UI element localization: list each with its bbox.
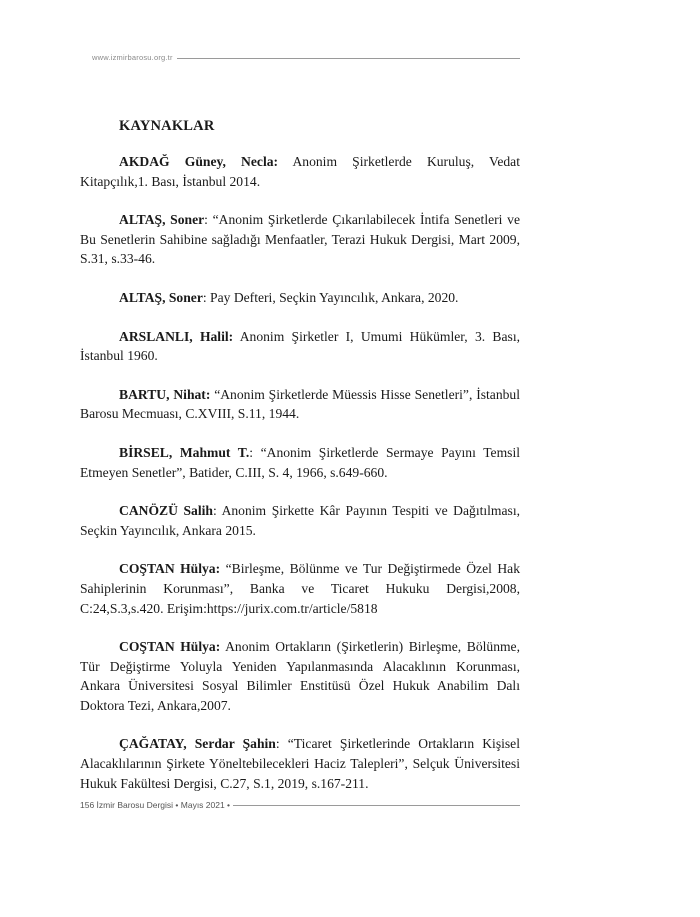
reference-text: Anonim Ortakların (Şirketlerin) Birleşme, Bölünme, Tür Değiştirme Yoluyla Yeniden Yapılanmasında Alacaklının Korunması, Ankara Üniversitesi Sosyal Bilimler Enstitüsü Özel Hukuk Anabilim Dalı Doktora Tezi, Ankara,2007. <box>80 639 520 713</box>
reference-item <box>80 443 520 482</box>
reference-author: ÇAĞATAY, Serdar Şahin <box>119 736 276 752</box>
reference-author: ARSLANLI, Halil: <box>119 328 234 344</box>
reference-author: CANÖZÜ Salih <box>119 503 213 519</box>
header-url: www.izmirbarosu.org.tr <box>92 53 173 62</box>
reference-author: ALTAŞ, Soner <box>119 212 205 228</box>
reference-item <box>80 152 520 191</box>
reference-text: Anonim Şirketler I, Umumi Hükümler, 3. Bası, İstanbul 1960. <box>80 328 520 364</box>
reference-author: ALTAŞ, Soner <box>119 289 203 305</box>
reference-item <box>80 734 520 793</box>
reference-text: : “Ticaret Şirketlerinde Ortakların Kişisel Alacaklılarının Şirkete Yöneltebilecekleri Haciz Talepleri”, Selçuk Üniversitesi Hukuk Fakültesi Dergisi, C.27, S.1, 2019, s.167-211. <box>80 736 520 791</box>
reference-item <box>80 385 520 424</box>
reference-item <box>80 327 520 366</box>
header-rule <box>177 58 520 59</box>
reference-text: : “Anonim Şirketlerde Sermaye Payını Temsil Etmeyen Senetler”, Batider, C.III, S. 4, 1966, s.649-660. <box>80 444 520 480</box>
reference-item <box>80 288 520 308</box>
reference-author: COŞTAN Hülya: <box>119 561 221 577</box>
reference-text: : Anonim Şirkette Kâr Payının Tespiti ve Dağıtılması, Seçkin Yayıncılık, Ankara 2015. <box>80 503 520 538</box>
section-heading: KAYNAKLAR <box>119 118 215 134</box>
reference-text: “Anonim Şirketlerde Müessis Hisse Senetleri”, İstanbul Barosu Mecmuası, C.XVIII, S.11, 1944. <box>80 386 520 422</box>
reference-text: Anonim Şirketlerde Kuruluş, Vedat Kitapçılık,1. Bası, İstanbul 2014. <box>80 154 520 189</box>
reference-item <box>80 210 520 269</box>
reference-text: : “Anonim Şirketlerde Çıkarılabilecek İntifa Senetleri ve Bu Senetlerin Sahibine sağladığı Menfaatler, Terazi Hukuk Dergisi, Mart 2009, S.31, s.33-46. <box>80 212 520 267</box>
reference-item <box>80 559 520 618</box>
references-section <box>80 118 520 812</box>
reference-text: : Pay Defteri, Seçkin Yayıncılık, Ankara, 2020. <box>202 289 459 305</box>
footer-rule <box>233 805 520 806</box>
reference-author: COŞTAN Hülya: <box>119 639 221 655</box>
reference-author: AKDAĞ Güney, Necla: <box>119 154 279 169</box>
reference-text: “Birleşme, Bölünme ve Tur Değiştirmede Özel Hak Sahiplerinin Korunması”, Banka ve Ticaret Hukuku Dergisi,2008, C:24,S.3,s.420. Erişim:https://jurix.com.tr/article/5818 <box>80 561 520 616</box>
reference-item <box>80 637 520 715</box>
page-header <box>92 53 520 62</box>
reference-item <box>80 501 520 540</box>
footer-text: 156 İzmir Barosu Dergisi • Mayıs 2021 • <box>80 800 231 810</box>
page-footer <box>80 800 520 810</box>
reference-author: BİRSEL, Mahmut T. <box>119 444 250 460</box>
reference-author: BARTU, Nihat: <box>119 386 211 402</box>
